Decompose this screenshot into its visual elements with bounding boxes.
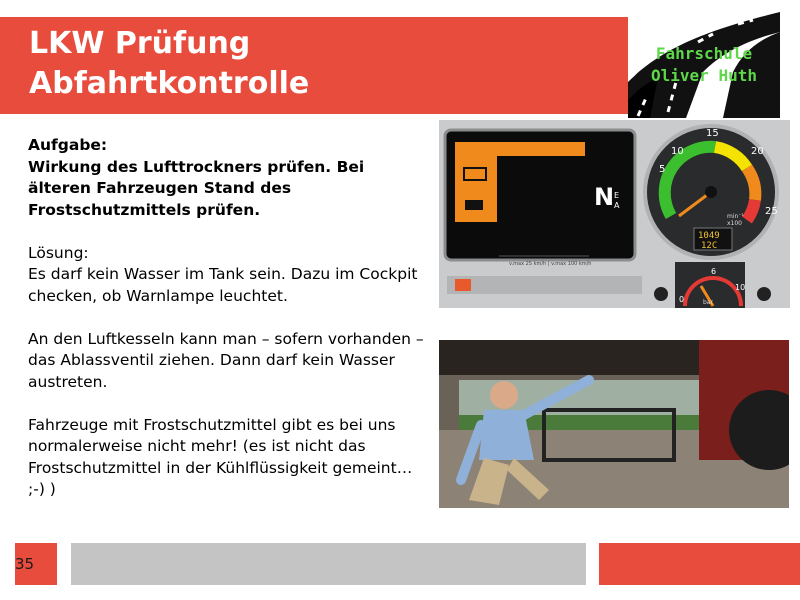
indicator-icon-right xyxy=(757,287,771,301)
antifreeze-paragraph: Fahrzeuge mit Frostschutzmittel gibt es bei uns normalerweise nicht mehr! (es ist nicht das Frostschutzmittel in der Kühlflüssigkeit gemeint… ;-) ) xyxy=(28,415,413,498)
task-block xyxy=(28,135,430,221)
tach-unit-bottom: x100 xyxy=(727,220,743,227)
tach-tick-20: 20 xyxy=(751,146,764,157)
pressure-gauge xyxy=(675,262,745,308)
tach-tick-5: 5 xyxy=(659,164,666,175)
solution-heading: Lösung: xyxy=(28,243,89,262)
pressure-tick-6: 6 xyxy=(711,267,717,276)
inspection-photo xyxy=(439,340,789,508)
task-heading: Aufgabe: xyxy=(28,136,108,154)
pressure-unit: bar xyxy=(703,299,713,306)
warning-indicator xyxy=(455,279,471,291)
display-strip-text: v.max 25 km/h | v.max 100 km/h xyxy=(509,261,592,267)
slide-title xyxy=(29,24,309,104)
indicator-row xyxy=(447,276,642,294)
svg-text:A: A xyxy=(614,201,620,210)
truck-icon xyxy=(465,200,483,210)
temperature-value: 12C xyxy=(701,241,718,251)
air-tank-paragraph: An den Luftkesseln kann man – sofern vorhanden – das Ablassventil ziehen. Dann darf kein Wasser austreten. xyxy=(28,329,424,391)
solution-text: Es darf kein Wasser im Tank sein. Dazu im Cockpit checken, ob Warnlampe leuchtet. xyxy=(28,265,418,305)
logo-text-line1: Fahrschule xyxy=(655,44,753,63)
tach-tick-10: 10 xyxy=(671,146,684,157)
pressure-tick-0: 0 xyxy=(679,295,685,304)
driving-school-logo xyxy=(628,12,780,118)
person-head xyxy=(490,381,518,409)
tachometer xyxy=(645,126,778,258)
slide-body xyxy=(28,135,430,522)
tach-tick-25: 25 xyxy=(765,206,778,217)
page-number: 35 xyxy=(15,555,35,573)
brake-indicator-icon xyxy=(654,287,668,301)
odometer-value: 1049 xyxy=(698,231,720,241)
slide-title-line1: LKW Prüfung xyxy=(29,26,251,61)
footer-bar-grey xyxy=(71,543,586,585)
pressure-tick-10: 10 xyxy=(735,283,746,292)
task-text: Wirkung des Lufttrockners prüfen. Bei älteren Fahrzeugen Stand des Frostschutzmittels prüfen. xyxy=(28,157,365,219)
dashboard-photo xyxy=(439,120,790,308)
nav-sub: E xyxy=(614,191,620,200)
tach-tick-15: 15 xyxy=(706,128,719,139)
logo-text-line2: Oliver Huth xyxy=(651,66,757,85)
solution-block xyxy=(28,243,430,308)
footer-bar-red xyxy=(599,543,800,585)
slide-title-line2: Abfahrtkontrolle xyxy=(29,66,310,101)
tach-unit-top: min⁻¹ xyxy=(727,213,744,220)
nav-symbol: N xyxy=(594,183,615,211)
road-logo-graphic xyxy=(628,12,780,118)
